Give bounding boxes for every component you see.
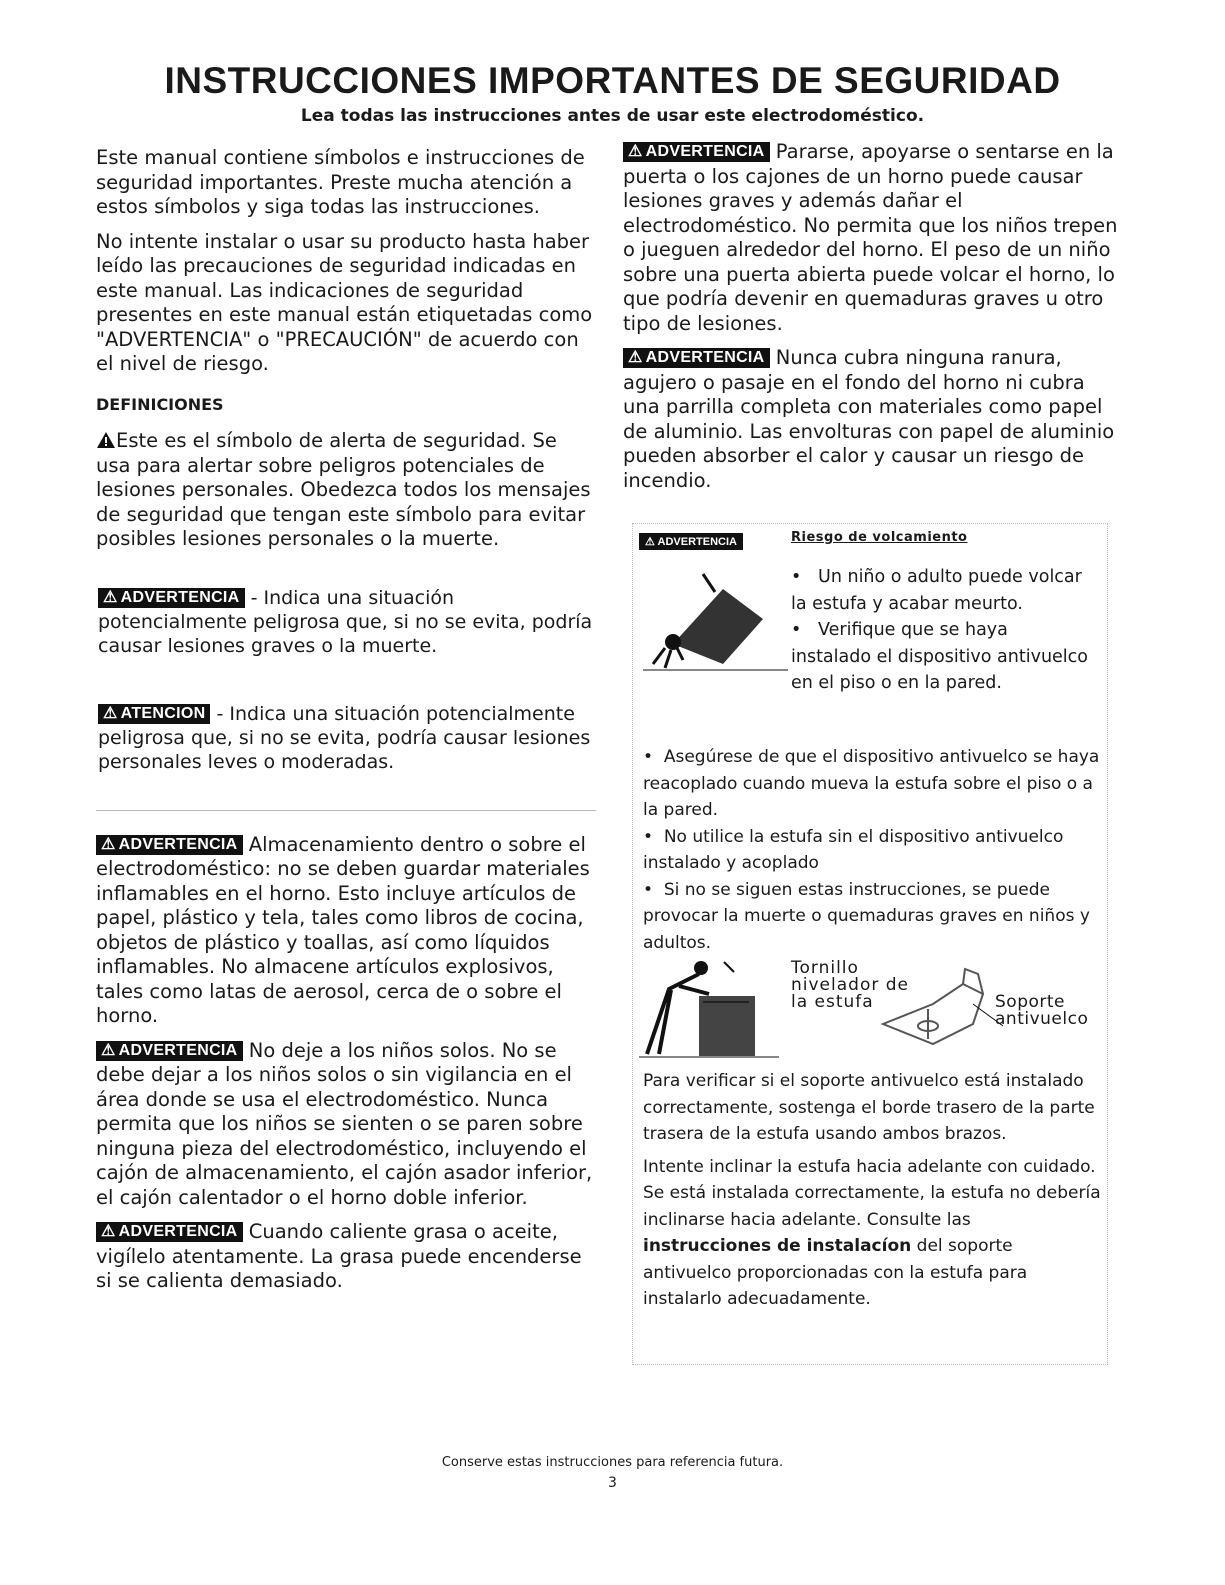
warning-triangle-icon: ⚠ [101, 1041, 116, 1059]
bullet-5: • Si no se siguen estas instrucciones, se puede provocar la muerte o quemaduras graves en niños y adultos. [643, 879, 1090, 953]
bullet-2: • Verifique que se haya instalado el dispositivo antivuelco en el piso o en la pared. [791, 620, 1088, 693]
warning-badge: ⚠ ADVERTENCIA [623, 348, 770, 368]
screw-label: Tornillo nivelador de la estufa [791, 958, 909, 1012]
tipover-warning-box [632, 523, 1108, 1365]
page-title: INSTRUCCIONES IMPORTANTES DE SEGURIDAD [164, 60, 1061, 101]
definition-warning [96, 578, 596, 660]
bullet-3: • Asegúrese de que el dispositivo antivuelco se haya reacoplado cuando mueva la estufa sobre el piso o a la pared. [643, 747, 1100, 820]
anti-tip-bracket-illustration [639, 954, 779, 1059]
warning-triangle-icon: ⚠ [645, 536, 655, 548]
tipping-range-illustration [643, 564, 788, 674]
warning-badge: ⚠ ADVERTENCIA [623, 142, 770, 162]
tipover-bullets-bottom [643, 744, 1101, 956]
alert-symbol-paragraph [96, 429, 596, 552]
bracket-label: Soporte antivuelco [995, 992, 1089, 1029]
warning-triangle-icon: ⚠ [628, 143, 643, 160]
definitions-heading: DEFINICIONES [96, 394, 224, 414]
warning-vents: ⚠ ADVERTENCIA Nunca cubra ninguna ranura, agujero o pasaje en el fondo del horno ni cubra una parrilla completa con materiales como papel de aluminio. Las envolturas con papel de aluminio pueden absorber el calor y causar un riesgo de incendio. [623, 346, 1115, 492]
warning-badge: ⚠ ADVERTENCIA [96, 1041, 243, 1061]
warning-badge: ⚠ ADVERTENCIA [98, 588, 245, 608]
divider [96, 810, 596, 811]
warning-door: ⚠ ADVERTENCIA Pararse, apoyarse o sentarse en la puerta o los cajones de un horno puede causar lesiones graves y además dañar el electrodoméstico. No permita que los niños trepen o jueguen alrededor del horno. El peso de un niño sobre una puerta abierta puede volcar el horno, lo que podría devenir en quemaduras graves u otro tipo de lesiones. [623, 140, 1118, 335]
tipover-verify-text: Para verificar si el soporte antivuelco está instalado correctamente, sostenga el borde trasero de la parte trasera de la estufa usando ambos brazos. Intente inclinar la estufa hacia adelante con cuidado. Se está instalada correctamente, la estufa no debería inclinarse hacia adelante. Consulte las instrucciones de instalacíon del soporte antivuelco proporcionadas con la estufa para instalarlo adecuadamente. [643, 1071, 1101, 1309]
footer-note: Conserve estas instrucciones para referencia futura. [441, 1455, 784, 1470]
tipover-title: Riesgo de volcamiento [791, 530, 968, 545]
intro-paragraph-2: No intente instalar o usar su producto hasta haber leído las precauciones de seguridad indicadas en este manual. Las indicaciones de seguridad presentes en este manual están etiquetadas como "ADVERTENCIA" o "PRECAUCIÓN" de acuerdo con el nivel de riesgo. [96, 229, 593, 375]
warning-triangle-icon: ⚠ [103, 704, 118, 722]
definition-caution-text: - Indica una situación potencialmente peligrosa que, si no se evita, podría causar lesiones personales leves o moderadas. [98, 702, 591, 773]
warning-triangle-icon: ⚠ [103, 588, 118, 606]
warning-badge: ⚠ ADVERTENCIA [96, 835, 243, 855]
left-column [96, 146, 596, 1304]
bracket-drawing [873, 964, 1003, 1054]
warning-triangle-icon: ⚠ [628, 349, 643, 366]
warning-grease: ⚠ ADVERTENCIA Cuando caliente grasa o aceite, vigílelo atentamente. La grasa puede encenderse si se calienta demasiado. [96, 1220, 582, 1292]
tipover-badge: ⚠ ADVERTENCIA [639, 530, 743, 550]
page-number: 3 [608, 1475, 617, 1491]
definition-caution [96, 694, 596, 776]
right-column [623, 140, 1118, 503]
warning-triangle-icon: ⚠ [101, 835, 116, 853]
warning-triangle-icon: ⚠ [101, 1223, 116, 1240]
warning-children: ⚠ ADVERTENCIA No deje a los niños solos. No se debe dejar a los niños solos o sin vigilancia en el área donde se usa el electrodoméstico. Nunca permita que los niños se sienten o se paren sobre ninguna pieza del electrodoméstico, incluyendo el cajón de almacenamiento, el cajón asador inferior, el cajón calentador o el horno doble inferior. [96, 1038, 593, 1209]
warning-storage: ⚠ ADVERTENCIA Almacenamiento dentro o sobre el electrodoméstico: no se deben guardar materiales inflamables en el horno. Esto incluye artículos de papel, plástico y tela, tales como libros de cocina, objetos de plástico y toallas, así como líquidos inflamables. No almacene artículos explosivos, tales como latas de aerosol, cerca de o sobre el horno. [96, 832, 590, 1027]
bullet-1: • Un niño o adulto puede volcar la estufa y acabar meurto. [791, 567, 1082, 614]
definition-warning-text: - Indica una situación potencialmente peligrosa que, si no se evita, podría causar lesiones graves o la muerte. [98, 586, 593, 657]
tipover-bullets-top [791, 564, 1091, 697]
intro-paragraph-1: Este manual contiene símbolos e instrucciones de seguridad importantes. Preste mucha atención a estos símbolos y siga todas las instrucciones. [96, 146, 585, 218]
page-subtitle: Lea todas las instrucciones antes de usar este electrodoméstico. [300, 106, 925, 126]
caution-badge: ⚠ ATENCION [98, 704, 210, 724]
bullet-4: • No utilice la estufa sin el dispositivo antivuelco instalado y acoplado [643, 826, 1064, 873]
warning-badge: ⚠ ADVERTENCIA [96, 1222, 243, 1242]
warning-triangle-icon [96, 431, 116, 449]
alert-symbol-text: Este es el símbolo de alerta de seguridad. Se usa para alertar sobre peligros potenciales de lesiones personales. Obedezca todos los mensajes de seguridad que tengan este símbolo para evitar posibles lesiones personales o la muerte. [96, 429, 591, 550]
